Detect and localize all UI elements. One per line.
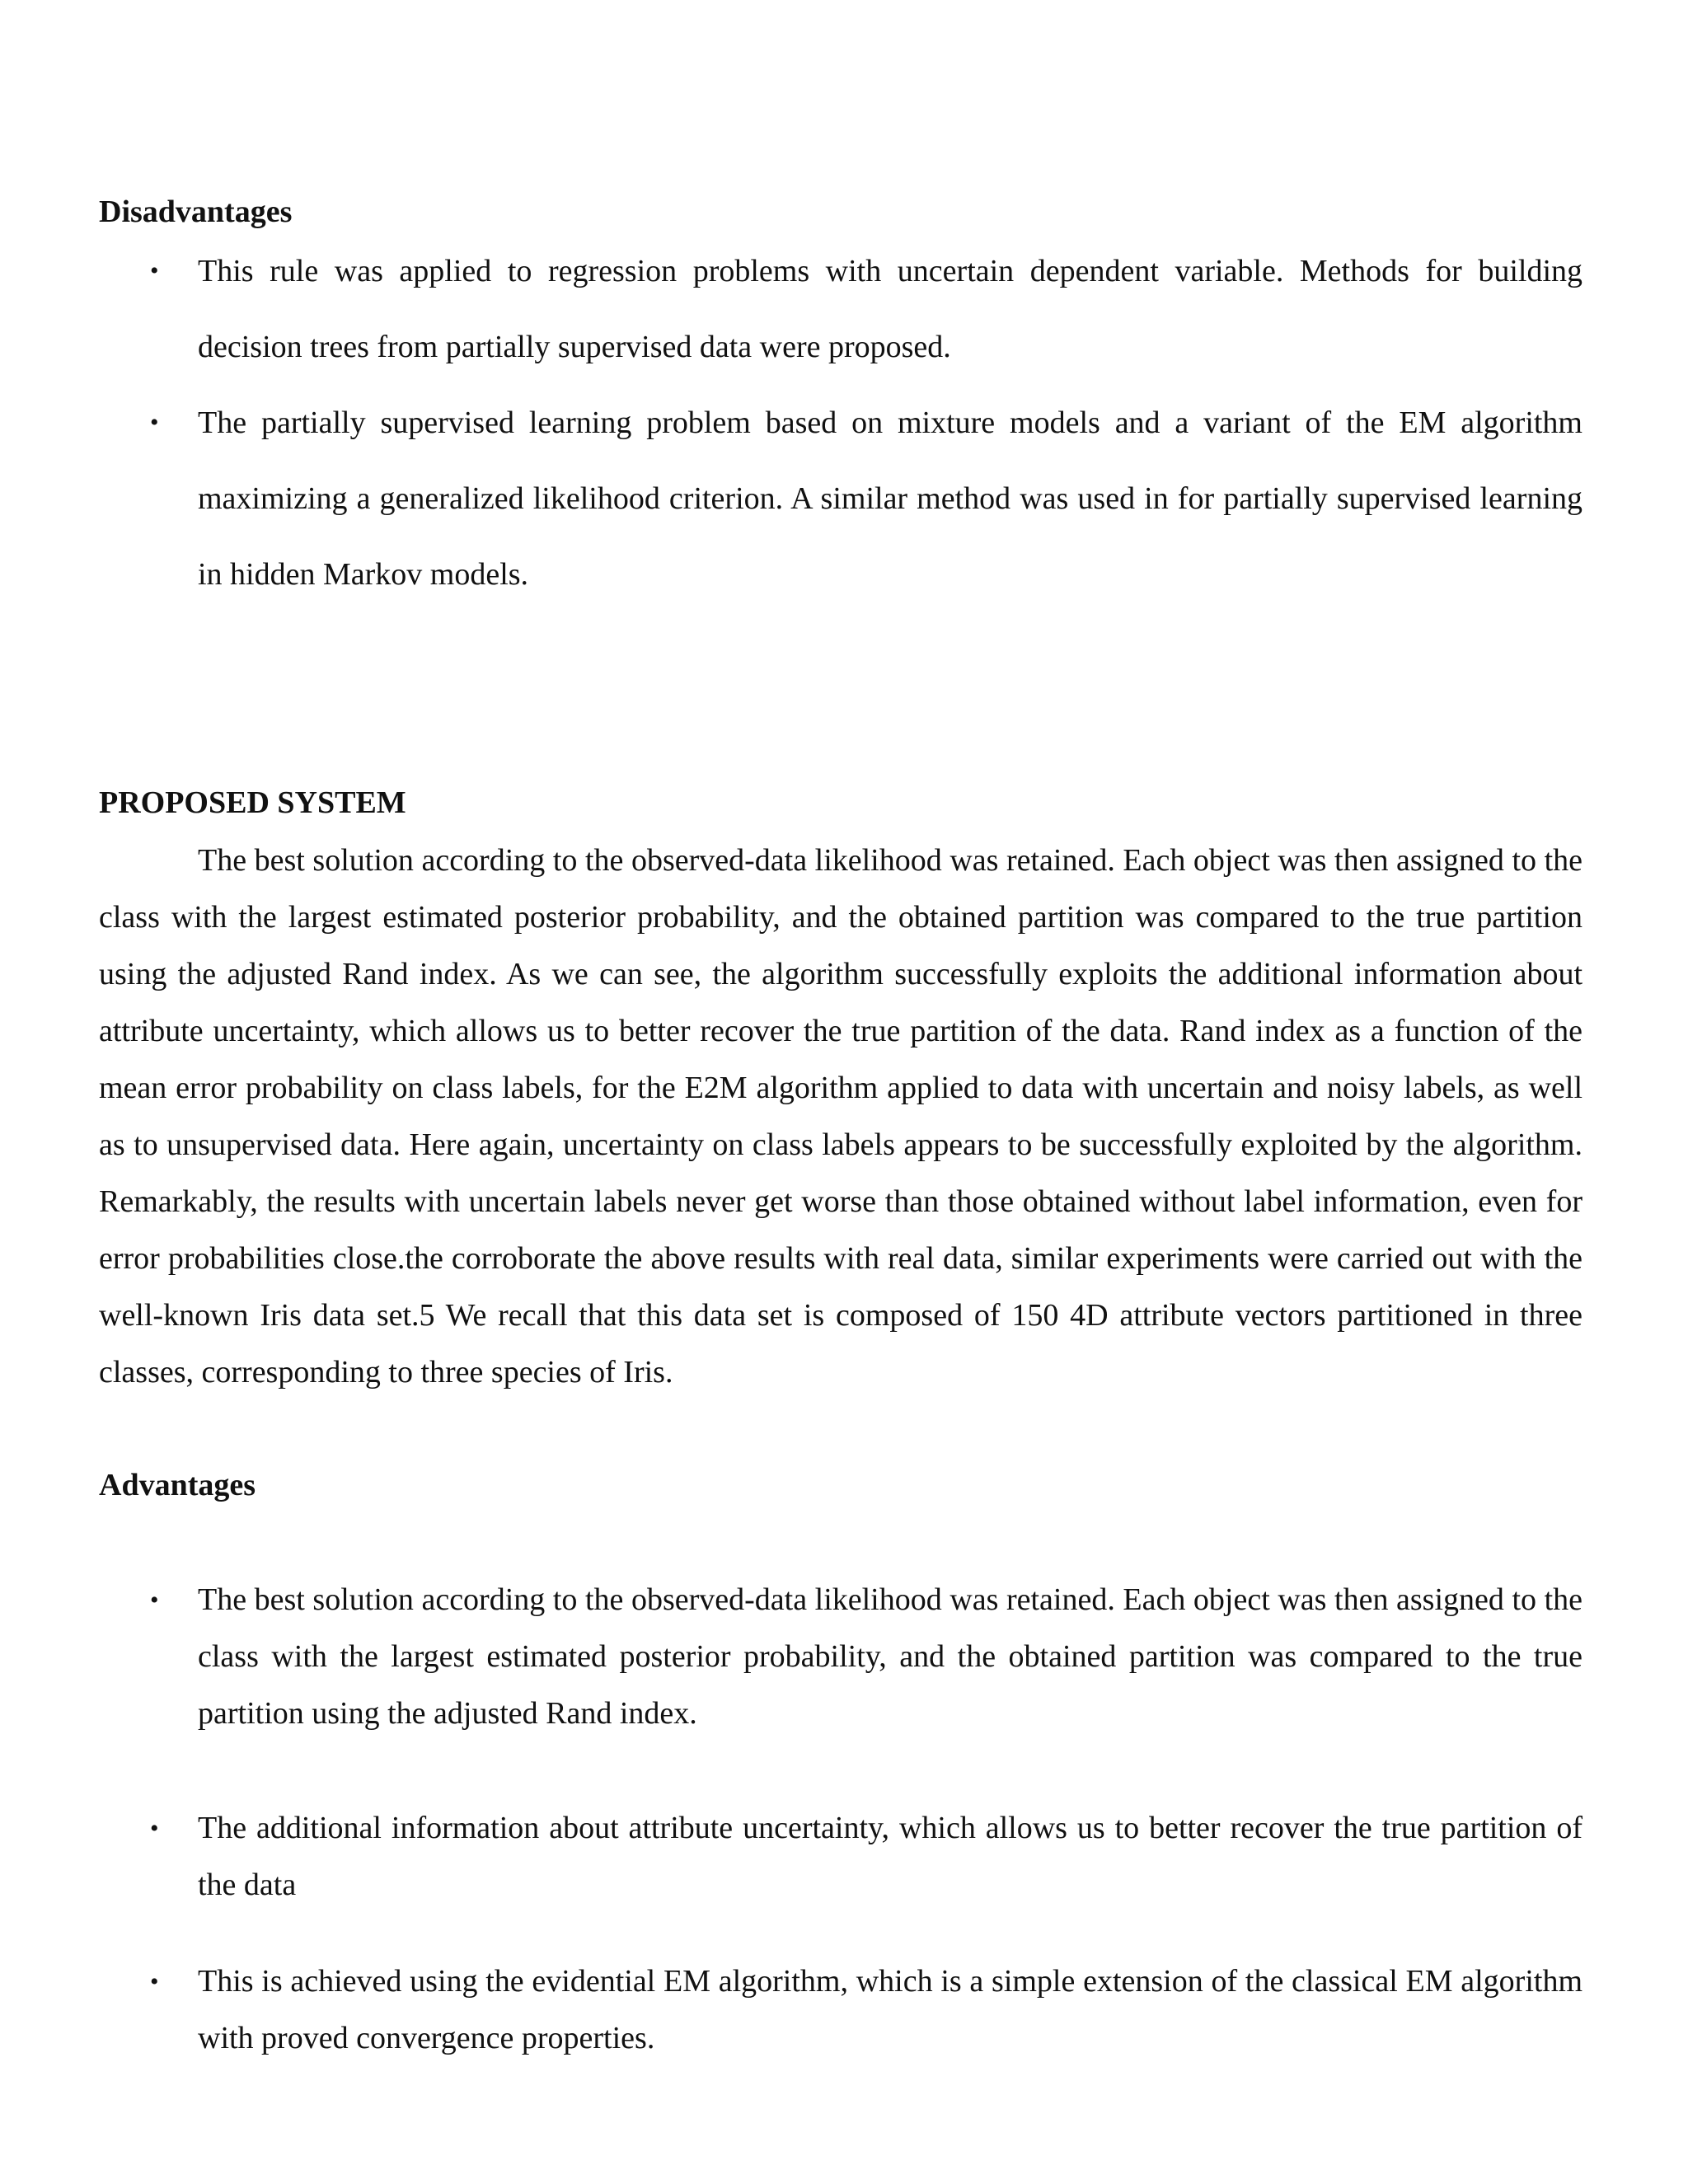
bullet-icon: • (150, 409, 159, 436)
list-item (99, 1572, 1582, 1742)
bullet-icon: • (150, 257, 159, 284)
list-item-text: The partially supervised learning problem based on mixture models and a variant of the EM algorithm maximizing a generalized likelihood criterion. A similar method was used in for partially supervised learning in hidden Markov models. (198, 405, 1582, 592)
proposed-system-heading: PROPOSED SYSTEM (99, 785, 406, 820)
advantages-list (99, 1572, 1582, 1742)
list-item (99, 233, 1582, 385)
list-item-text: The additional information about attribute uncertainty, which allows us to better recover the true partition of the data (198, 1811, 1582, 1902)
list-item-text: The best solution according to the observed-data likelihood was retained. Each object was then assigned to the class with the largest estimated posterior probability, and the obtained partition was compared to the true partition using the adjusted Rand index. (198, 1582, 1582, 1731)
list-item (99, 1953, 1582, 2067)
advantages-list (99, 1953, 1582, 2067)
bullet-icon: • (150, 1968, 159, 1995)
list-item-text: This rule was applied to regression problems with uncertain dependent variable. Methods for building decision trees from partially supervised data were proposed. (198, 254, 1582, 364)
advantages-list (99, 1800, 1582, 1914)
list-item-text: This is achieved using the evidential EM algorithm, which is a simple extension of the classical EM algorithm with proved convergence properties. (198, 1964, 1582, 2055)
proposed-system-paragraph: The best solution according to the observed-data likelihood was retained. Each object was then assigned to the class with the largest estimated posterior probability, and the obtained partition was compared to the true partition using the adjusted Rand index. As we can see, the algorithm successfully exploits the additional information about attribute uncertainty, which allows us to better recover the true partition of the data. Rand index as a function of the mean error probability on class labels, for the E2M algorithm applied to data with uncertain and noisy labels, as well as to unsupervised data. Here again, uncertainty on class labels appears to be successfully exploited by the algorithm. Remarkably, the results with uncertain labels never get worse than those obtained without label information, even for error probabilities close.the corroborate the above results with real data, similar experiments were carried out with the well-known Iris data set.5 We recall that this data set is composed of 150 4D attribute vectors partitioned in three classes, corresponding to three species of Iris. (99, 843, 1582, 1390)
advantages-heading: Advantages (99, 1468, 256, 1502)
list-item (99, 385, 1582, 612)
bullet-icon: • (150, 1815, 159, 1842)
list-item (99, 1800, 1582, 1914)
bullet-icon: • (150, 1586, 159, 1614)
disadvantages-list (99, 233, 1582, 612)
disadvantages-heading: Disadvantages (99, 194, 293, 229)
